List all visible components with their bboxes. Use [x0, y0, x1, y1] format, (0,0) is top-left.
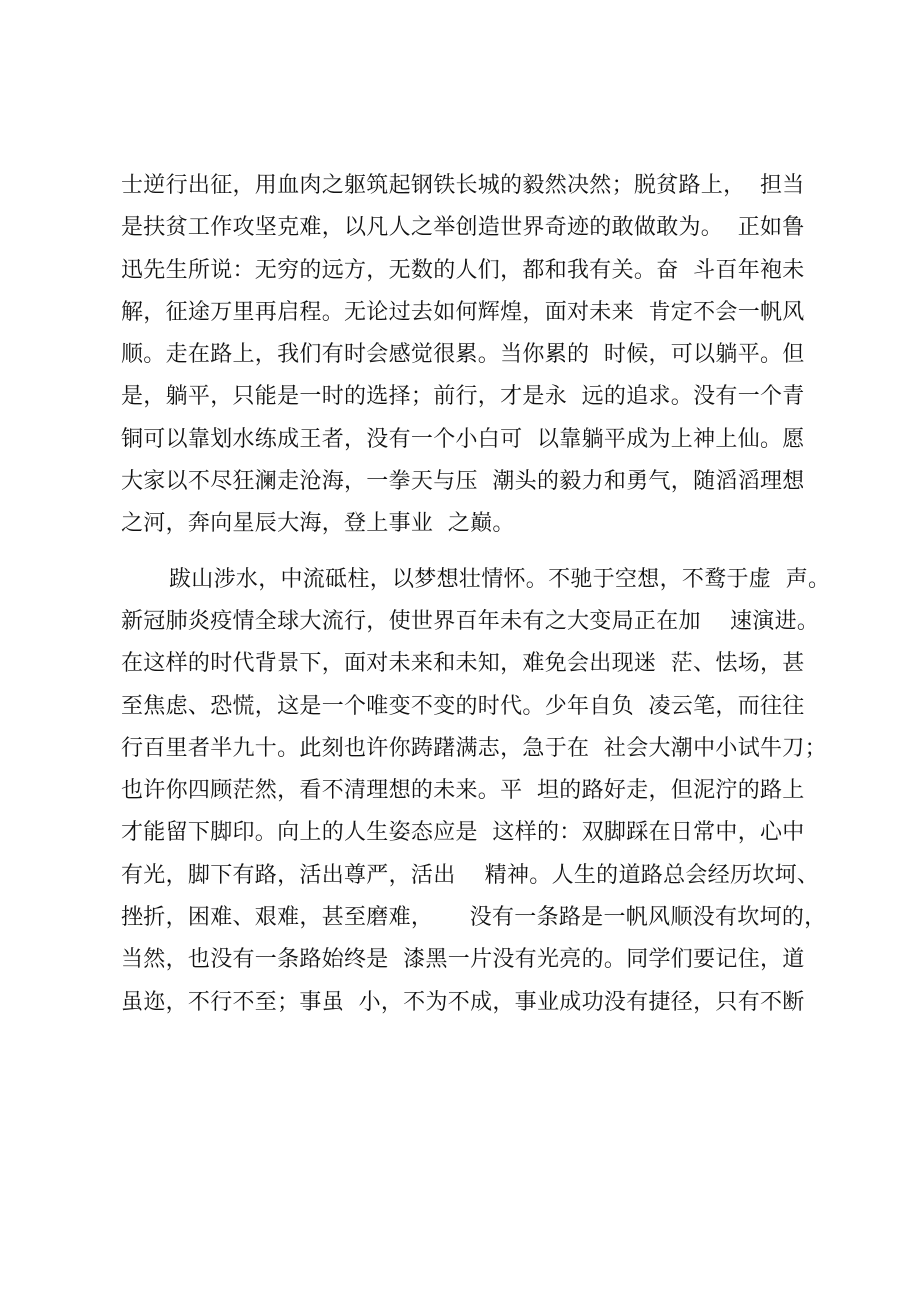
text-line: 是扶贫工作攻坚克难，以凡人之举创造世界奇迹的敢做敢为。 正如鲁 [121, 215, 805, 241]
text-line: 虽迩，不行不至；事虽 小，不为不成，事业成功没有捷径，只有不断 [121, 989, 805, 1015]
text-line: 是，躺平，只能是一时的选择；前行，才是永 远的追求。没有一个青 [121, 384, 805, 410]
text-line: 行百里者半九十。此刻也许你踌躇满志，急于在 社会大潮中小试牛刀； [121, 735, 827, 761]
text-line: 士逆行出征，用血肉之躯筑起钢铁长城的毅然决然；脱贫路上， 担当 [121, 173, 805, 198]
text-line-first: 跋山涉水，中流砥柱，以梦想壮情怀。不驰于空想，不鹜于虚 声。 [169, 566, 831, 592]
text-line: 解，征途万里再启程。无论过去如何辉煌，面对未来 肯定不会一帆风 [121, 299, 805, 325]
text-line: 顺。走在路上，我们有时会感觉很累。当你累的 时候，可以躺平。但 [121, 342, 805, 368]
text-line: 大家以不尽狂澜走沧海，一拳天与压 潮头的毅力和勇气，随滔滔理想 [121, 469, 805, 495]
text-line: 有光，脚下有路，活出尊严，活出 精神。人生的道路总会经历坎坷、 [121, 862, 820, 888]
paragraph-spacer [121, 546, 841, 559]
body-text [121, 165, 841, 1024]
text-line: 才能留下脚印。向上的人生姿态应是 这样的：双脚踩在日常中，心中 [121, 820, 805, 846]
text-line: 迅先生所说：无穷的远方，无数的人们，都和我有关。奋 斗百年袍未 [121, 257, 805, 283]
text-line: 当然，也没有一条路始终是 漆黑一片没有光亮的。同学们要记住，道 [121, 947, 805, 973]
text-line: 铜可以靠划水练成王者，没有一个小白可 以靠躺平成为上神上仙。愿 [121, 426, 805, 452]
paragraph-1 [121, 165, 841, 546]
text-line: 在这样的时代背景下，面对未来和未知，难免会出现迷 茫、怯场，甚 [121, 651, 805, 677]
text-line: 挫折，困难、艰难，甚至磨难， 没有一条路是一帆风顺没有坎坷的， [121, 905, 827, 931]
text-line: 之河，奔向星辰大海，登上事业 之巅。 [121, 511, 515, 537]
text-line: 新冠肺炎疫情全球大流行，使世界百年未有之大变局正在加 速演进。 [121, 608, 820, 634]
text-line: 也许你四顾茫然，看不清理想的未来。平 坦的路好走，但泥泞的路上 [121, 778, 805, 804]
text-line: 至焦虑、恐慌，这是一个唯变不变的时代。少年自负 凌云笔，而往往 [121, 693, 805, 719]
paragraph-2 [121, 559, 841, 1024]
